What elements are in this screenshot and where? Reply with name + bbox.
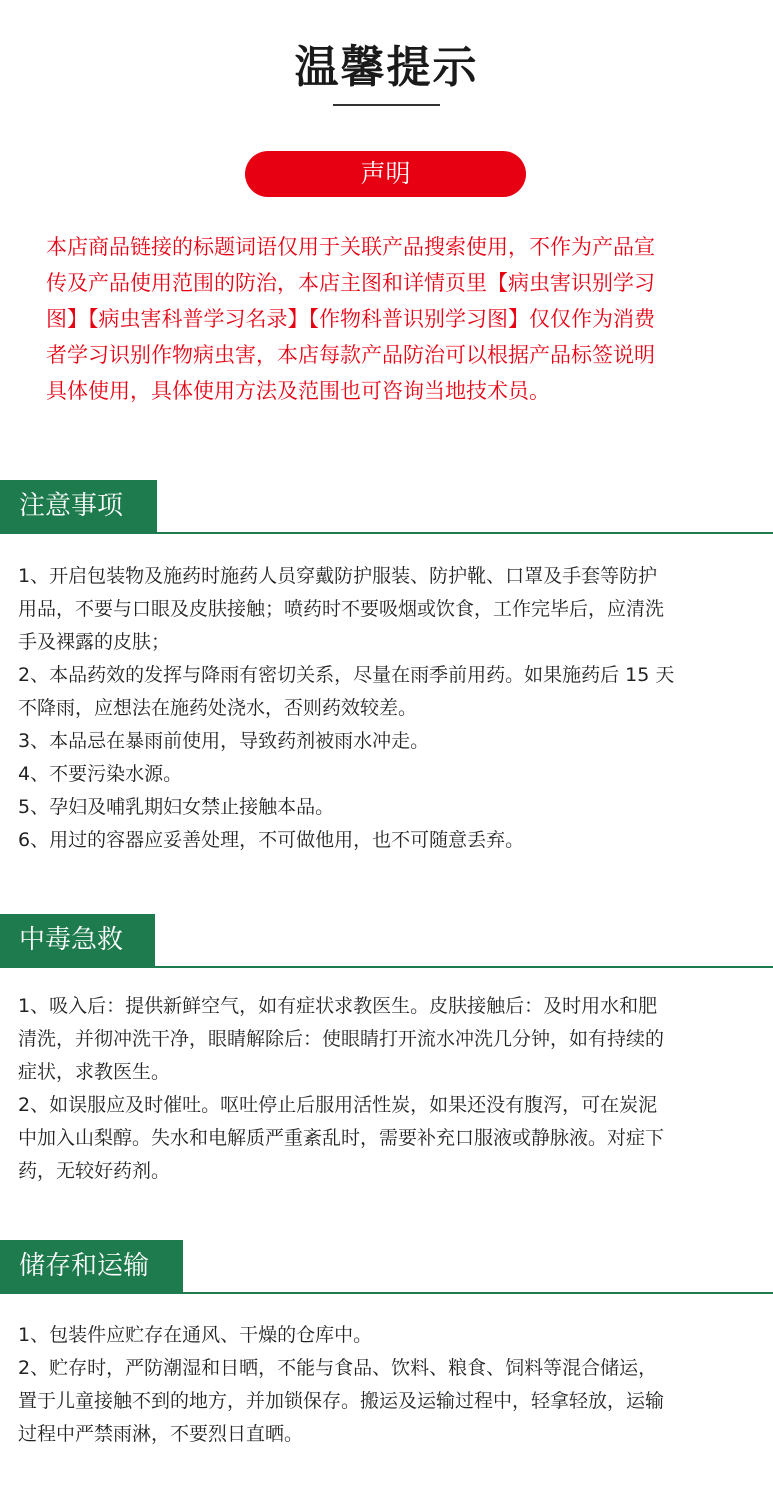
section-line: 3、本品忌在暴雨前使用，导致药剂被雨水冲走。 (18, 730, 430, 752)
statement-line: 本店商品链接的标题词语仅用于关联产品搜索使用，不作为产品宣 (46, 235, 655, 259)
section-header-first-aid: 中毒急救 (0, 914, 155, 966)
statement-badge: 声明 (245, 151, 526, 197)
section-divider (0, 532, 773, 534)
section-line: 1、包装件应贮存在通风、干燥的仓库中。 (18, 1324, 373, 1346)
section-line: 4、不要污染水源。 (18, 763, 183, 785)
statement-text (46, 229, 736, 409)
section-line: 清洗，并彻冲洗干净，眼睛解除后：使眼睛打开流水冲洗几分钟，如有持续的 (18, 1028, 665, 1050)
section-line: 不降雨，应想法在施药处浇水，否则药效较差。 (18, 697, 418, 719)
section-line: 置于儿童接触不到的地方，并加锁保存。搬运及运输过程中，轻拿轻放，运输 (18, 1390, 665, 1412)
statement-line: 传及产品使用范围的防治，本店主图和详情页里【病虫害识别学习 (46, 271, 655, 295)
section-line: 用品，不要与口眼及皮肤接触；喷药时不要吸烟或饮食，工作完毕后，应清洗 (18, 598, 665, 620)
section-header-storage: 储存和运输 (0, 1240, 183, 1292)
section-line: 药，无较好药剂。 (18, 1160, 171, 1182)
section-body-storage (18, 1319, 758, 1451)
section-line: 症状，求教医生。 (18, 1061, 171, 1083)
section-body-precautions (18, 560, 758, 857)
section-divider (0, 966, 773, 968)
section-line: 2、本品药效的发挥与降雨有密切关系，尽量在雨季前用药。如果施药后 15 天 (18, 664, 675, 686)
section-line: 1、开启包装物及施药时施药人员穿戴防护服装、防护靴、口罩及手套等防护 (18, 565, 658, 587)
statement-line: 者学习识别作物病虫害，本店每款产品防治可以根据产品标签说明 (46, 343, 655, 367)
section-line: 手及裸露的皮肤； (18, 631, 171, 653)
section-divider (0, 1292, 773, 1294)
section-header-precautions: 注意事项 (0, 480, 157, 532)
section-line: 中加入山梨醇。失水和电解质严重紊乱时，需要补充口服液或静脉液。对症下 (18, 1127, 665, 1149)
section-line: 过程中严禁雨淋，不要烈日直晒。 (18, 1423, 304, 1445)
title-underline (333, 104, 440, 106)
section-line: 6、用过的容器应妥善处理，不可做他用，也不可随意丢弃。 (18, 829, 525, 851)
statement-line: 图】【病虫害科普学习名录】【作物科普识别学习图】仅仅作为消费 (46, 307, 655, 331)
section-line: 1、吸入后：提供新鲜空气，如有症状求教医生。皮肤接触后：及时用水和肥 (18, 995, 658, 1017)
section-line: 2、如误服应及时催吐。呕吐停止后服用活性炭，如果还没有腹泻，可在炭泥 (18, 1094, 658, 1116)
page-title: 温馨提示 (294, 42, 479, 93)
section-line: 5、孕妇及哺乳期妇女禁止接触本品。 (18, 796, 335, 818)
statement-line: 具体使用，具体使用方法及范围也可咨询当地技术员。 (46, 379, 550, 403)
section-line: 2、贮存时，严防潮湿和日晒，不能与食品、饮料、粮食、饲料等混合储运， (18, 1357, 658, 1379)
section-body-first-aid (18, 990, 758, 1188)
